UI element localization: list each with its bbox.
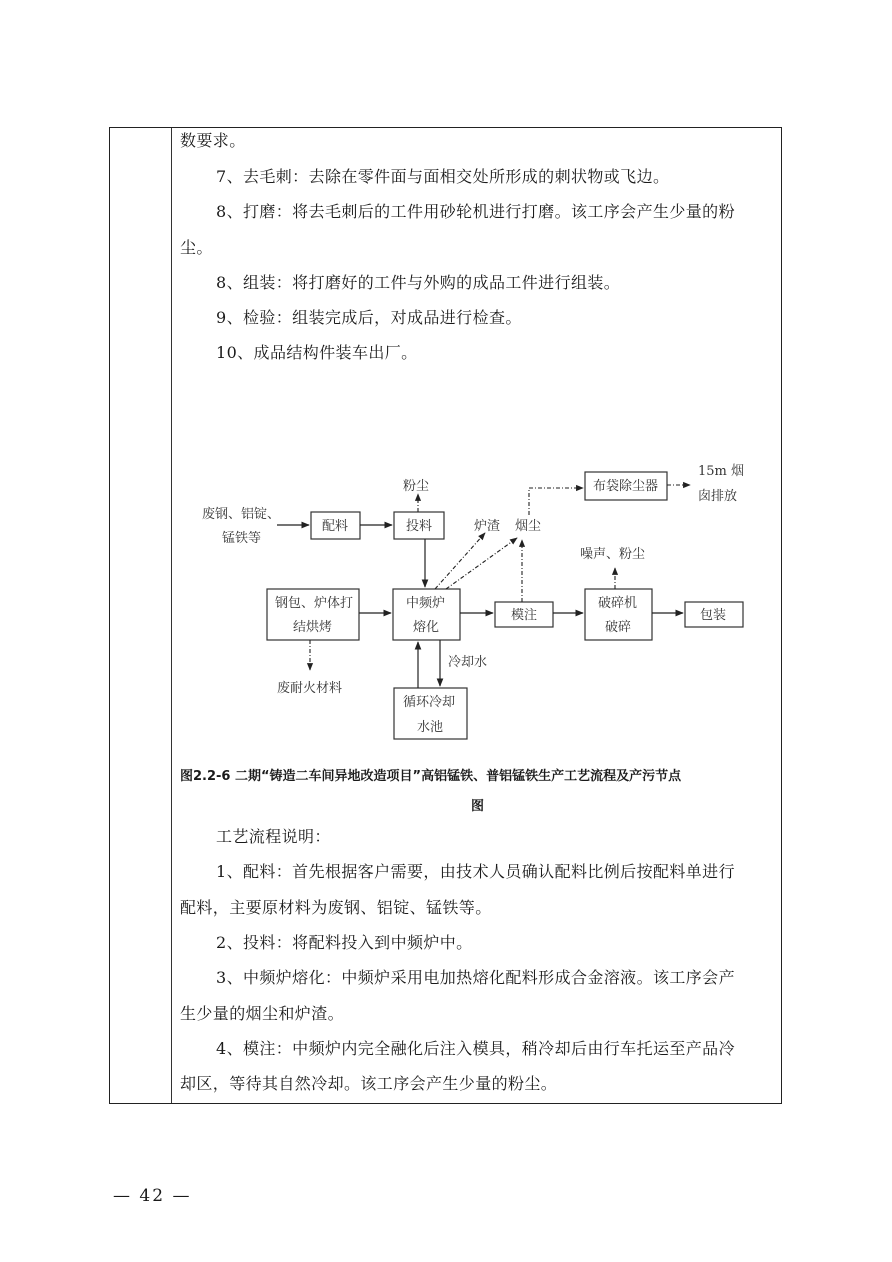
label-furnace-l1: 中频炉 <box>406 596 446 611</box>
label-touliao: 投料 <box>406 519 433 534</box>
text-line: 3、中频炉熔化：中频炉采用电加热熔化配料形成合金溶液。该工序会产 <box>216 968 735 987</box>
arrow-smoke-furnace <box>446 538 517 589</box>
text-line: 却区，等待其自然冷却。该工序会产生少量的粉尘。 <box>180 1074 558 1093</box>
label-budai: 布袋除尘器 <box>593 479 659 494</box>
label-stack-l1: 15m 烟 <box>698 464 745 479</box>
label-cooling-water: 冷却水 <box>448 655 488 670</box>
arrow-slag <box>435 533 485 589</box>
text-line: 7、去毛刺：去除在零件面与面相交处所形成的刺状物或飞边。 <box>216 167 670 186</box>
label-dust-top: 粉尘 <box>403 479 430 494</box>
text-line: 尘。 <box>180 238 213 257</box>
label-input-l1: 废钢、铝锭、 <box>202 507 281 522</box>
label-noise: 噪声、粉尘 <box>580 547 646 562</box>
label-gangbao-l1: 钢包、炉体打 <box>275 596 354 611</box>
label-slag: 炉渣 <box>474 519 501 534</box>
text-line: 4、模注：中频炉内完全融化后注入模具，稍冷却后由行车托运至产品冷 <box>216 1039 735 1058</box>
text-line: 2、投料：将配料投入到中频炉中。 <box>216 933 473 952</box>
text-line: 8、组装：将打磨好的工件与外购的成品工件进行组装。 <box>216 273 621 292</box>
label-furnace-l2: 熔化 <box>413 620 440 635</box>
text-line: 配料，主要原材料为废钢、铝锭、锰铁等。 <box>180 898 492 917</box>
text-line: 9、检验：组装完成后，对成品进行检查。 <box>216 308 522 327</box>
label-refractory: 废耐火材料 <box>277 681 343 696</box>
label-posui-l2: 破碎 <box>605 620 632 635</box>
figure-caption-line1: 图2.2-6 二期“铸造二车间异地改造项目”高铝锰铁、普铝锰铁生产工艺流程及产污节点 <box>180 769 682 784</box>
label-stack-l2: 囱排放 <box>698 489 738 504</box>
section-heading: 工艺流程说明： <box>216 827 331 846</box>
label-smoke: 烟尘 <box>515 519 542 534</box>
label-gangbao-l2: 结烘烤 <box>293 620 333 635</box>
text-line: 10、成品结构件装车出厂。 <box>216 343 418 362</box>
label-baozhuang: 包装 <box>700 608 727 623</box>
label-peiliao: 配料 <box>322 519 349 534</box>
label-pool-l2: 水池 <box>417 720 444 735</box>
page-number: — 42 — <box>113 1186 192 1206</box>
text-line: 数要求。 <box>180 131 246 150</box>
label-mozhu: 模注 <box>511 608 538 623</box>
label-input-l2: 锰铁等 <box>222 531 262 546</box>
label-posui-l1: 破碎机 <box>598 596 638 611</box>
figure-caption-line2: 图 <box>471 799 485 814</box>
text-line: 生少量的烟尘和炉渣。 <box>180 1004 345 1023</box>
text-line: 8、打磨：将去毛刺后的工件用砂轮机进行打磨。该工序会产生少量的粉 <box>216 202 735 221</box>
label-pool-l1: 循环冷却 <box>403 695 456 710</box>
arrow-smoke-budai <box>529 488 583 515</box>
text-line: 1、配料：首先根据客户需要，由技术人员确认配料比例后按配料单进行 <box>216 862 735 881</box>
